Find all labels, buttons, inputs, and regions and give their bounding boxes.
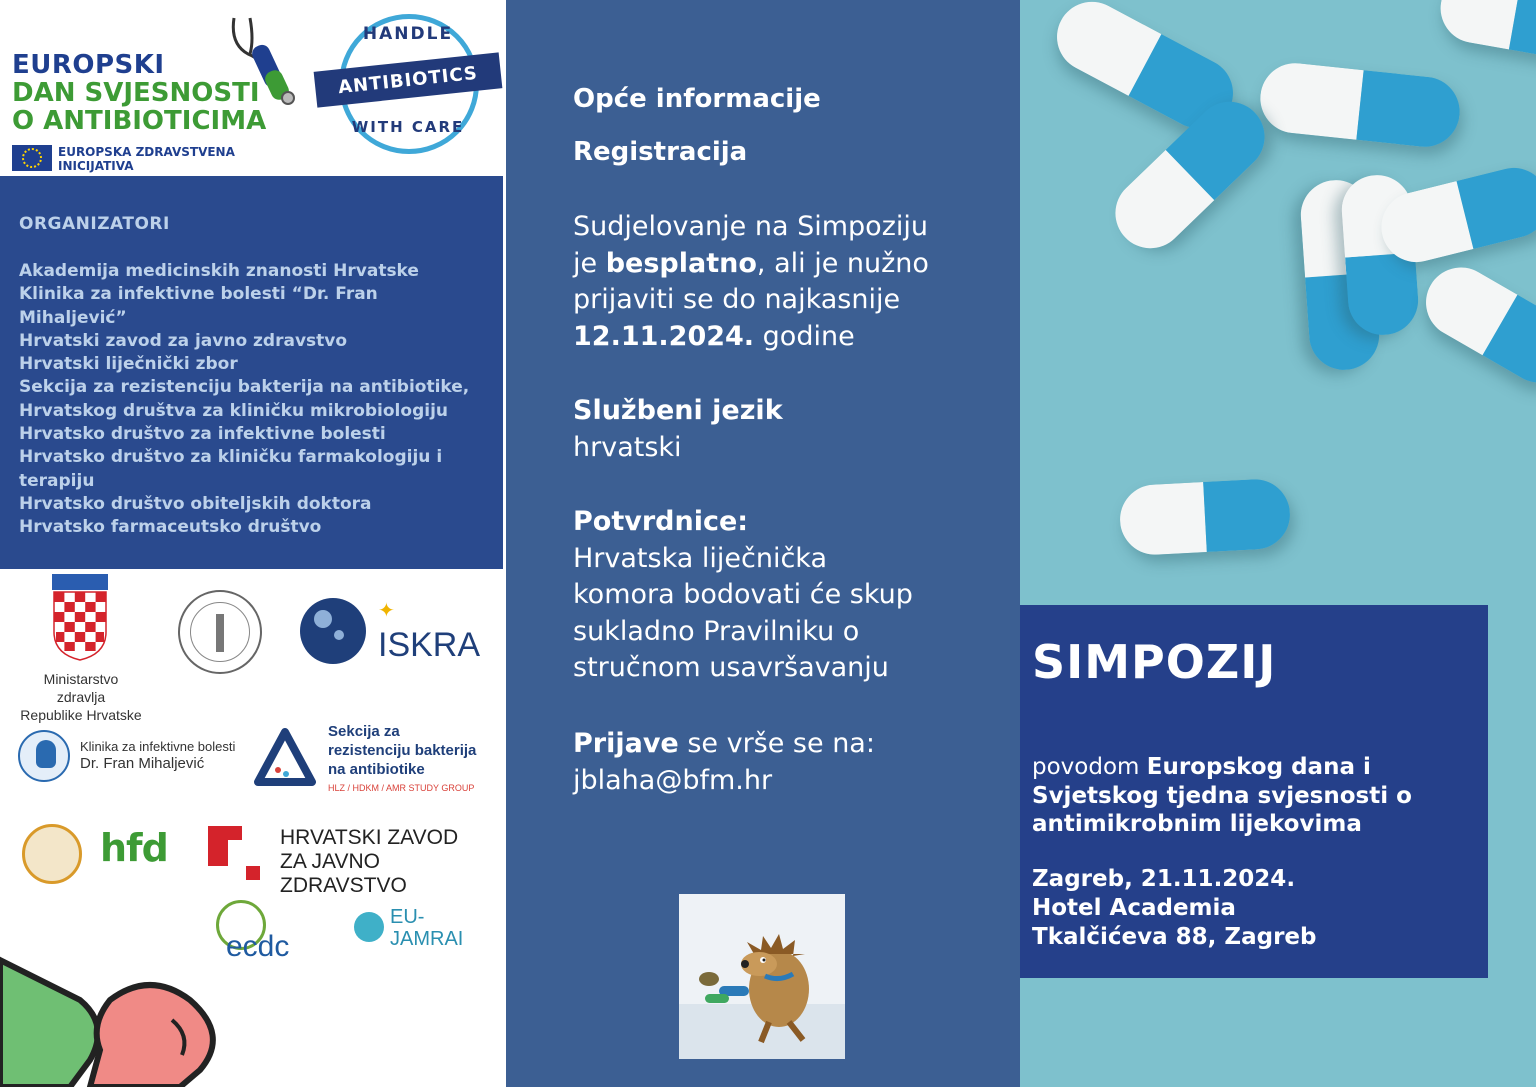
organizers-title: ORGANIZATORI	[19, 214, 170, 234]
registration-heading: Registracija	[573, 137, 748, 167]
ministry-logo	[18, 574, 148, 723]
ministry-line2: Republike Hrvatske	[20, 707, 142, 723]
eu-flag-icon	[12, 145, 52, 171]
eaad-initiative: EUROPSKA ZDRAVSTVENA INICIJATIVA	[58, 145, 235, 173]
eaad-logo-line2: DAN SVJESNOSTI	[12, 78, 260, 108]
iskra-circle-icon	[300, 598, 366, 664]
capsule-pill	[1257, 60, 1463, 151]
info-column	[506, 0, 1020, 1087]
iskra-logo	[300, 598, 490, 678]
eaad-logo-line3: O ANTIBIOTICIMA	[12, 106, 267, 136]
sekcija-subtitle: HLZ / HDKM / AMR STUDY GROUP	[328, 783, 475, 793]
triangle-loop-icon	[252, 726, 318, 792]
handle-logo-middle: ANTIBIOTICS	[337, 62, 479, 99]
academy-seal-logo	[178, 590, 262, 674]
organizer-item: Klinika za infektivne bolesti “Dr. Fran Mihaljević”	[19, 284, 378, 328]
symposium-subtitle: povodom Europskog dana i Svjetskog tjedna svjesnosti o antimikrobnim lijekovima	[1032, 754, 1412, 837]
sekcija-line1: Sekcija za	[328, 723, 400, 740]
organizer-item: terapiju	[19, 470, 95, 491]
eaad-logo	[0, 0, 298, 174]
organizer-item: Hrvatsko društvo za infektivne bolesti	[19, 424, 386, 445]
hzjz-logo	[208, 826, 504, 897]
star-icon: ✦	[378, 598, 395, 622]
hzjz-line1: HRVATSKI ZAVOD	[280, 826, 459, 849]
language-value: hrvatski	[573, 431, 682, 463]
capsule-pill	[1413, 255, 1536, 396]
symposium-location	[1032, 865, 1316, 952]
left-column	[0, 0, 506, 1087]
symposium-venue: Hotel Academia	[1032, 895, 1236, 921]
symposium-title: SIMPOZIJ	[1032, 635, 1277, 689]
eu-jamrai-logo	[352, 906, 472, 976]
iskra-name: ISKRA	[378, 626, 481, 664]
hzjz-mark-icon	[208, 826, 228, 866]
organizer-item: Hrvatsko društvo obiteljskih doktora	[19, 493, 372, 514]
organizer-item: Sekcija za rezistenciju bakterija na antibiotike,	[19, 377, 470, 398]
society-emblem-logo	[22, 824, 82, 884]
jamrai-line2: JAMRAI	[390, 928, 464, 950]
language-block	[573, 393, 1013, 466]
organizer-item: Hrvatski liječnički zbor	[19, 354, 238, 375]
apply-block: Prijave se vrše se na: jblaha@bfm.hr	[573, 726, 1013, 799]
organizer-item: Hrvatski zavod za javno zdravstvo	[19, 330, 348, 351]
hedgehog-mascot-image	[679, 894, 845, 1059]
eaad-logo-line1: EUROPSKI	[12, 50, 165, 80]
symposium-address: Tkalčićeva 88, Zagreb	[1032, 924, 1317, 950]
hfd-logo	[100, 826, 192, 876]
klinika-line2: Dr. Fran Mihaljević	[80, 755, 205, 772]
partner-logos	[0, 570, 506, 1087]
hzjz-line2: ZA JAVNO ZDRAVSTVO	[280, 850, 407, 897]
symposium-box	[1020, 605, 1488, 978]
handle-logo-bottom: WITH CARE	[351, 118, 465, 136]
capsule-pill	[1118, 478, 1291, 557]
symposium-date: Zagreb, 21.11.2024.	[1032, 866, 1296, 892]
portrait-icon	[18, 730, 70, 782]
capsule-pill	[1435, 0, 1536, 62]
hedgehog-icon	[679, 894, 845, 1059]
contact-email[interactable]: jblaha@bfm.hr	[573, 764, 773, 796]
general-info-heading: Opće informacije	[573, 84, 821, 114]
sekcija-logo	[252, 722, 492, 796]
molecule-icon	[354, 912, 384, 942]
hfd-text: hfd	[100, 826, 168, 870]
klinika-line1: Klinika za infektivne bolesti	[80, 739, 236, 754]
ministry-line1: Ministarstvo zdravlja	[43, 671, 119, 705]
language-heading: Službeni jezik	[573, 395, 783, 426]
organizer-item: Hrvatsko farmaceutsko društvo	[19, 517, 322, 538]
klinika-logo	[18, 730, 240, 782]
organizer-item: Hrvatsko društvo za kliničku farmakologiju i	[19, 447, 443, 468]
jamrai-line1: EU-	[390, 906, 425, 928]
ecdc-text: ecdc	[226, 930, 290, 963]
cartoon-capsule-icon	[0, 930, 230, 1087]
handle-logo-top: HANDLE	[362, 24, 454, 44]
organizers-panel	[0, 176, 503, 569]
croatian-coat-of-arms-icon	[50, 574, 110, 662]
registration-text: Sudjelovanje na Simpoziju je besplatno, ali je nužno prijaviti se do najkasnije 12.11.2024. godine	[573, 211, 929, 352]
certificates-heading: Potvrdnice:	[573, 506, 749, 537]
sekcija-line2: rezistenciju bakterija	[328, 742, 477, 759]
organizer-item: Akademija medicinskih znanosti Hrvatske	[19, 261, 419, 281]
stethoscope-icon	[228, 14, 296, 110]
sekcija-line3: na antibiotike	[328, 761, 425, 778]
organizers-list	[19, 260, 489, 540]
certificates-block: Potvrdnice: Hrvatska liječnička komora bodovati će skup sukladno Pravilniku o stručnom usavršavanju	[573, 504, 1013, 687]
organizer-item: Hrvatskog društva za kliničku mikrobiologiju	[19, 400, 448, 421]
handle-antibiotics-logo	[311, 0, 505, 174]
caduceus-icon	[216, 614, 224, 652]
